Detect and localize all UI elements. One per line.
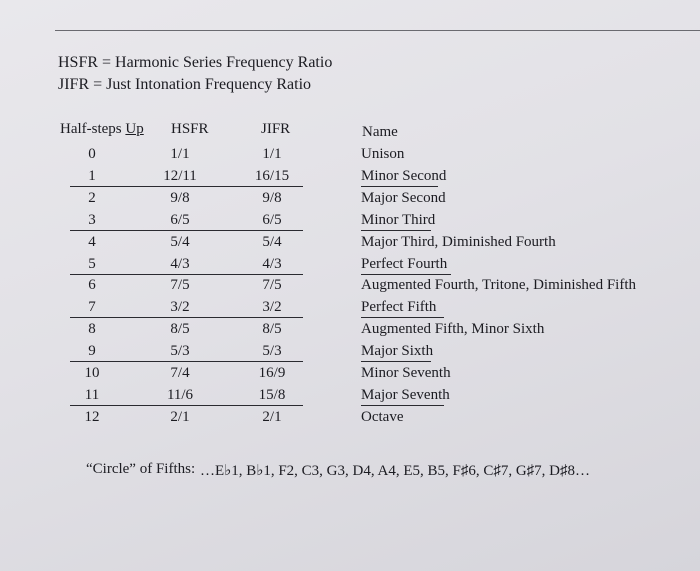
row-steps: 10 (84, 365, 100, 381)
header-jifr: JIFR (261, 121, 291, 137)
row-name: Minor Second (361, 167, 447, 184)
name-underline (361, 361, 431, 362)
row-steps: 7 (88, 299, 96, 316)
row-underline (70, 405, 303, 406)
row-name: Augmented Fifth, Minor Sixth (361, 321, 545, 338)
row-hsfr: 9/8 (170, 189, 190, 206)
row-steps: 8 (88, 321, 96, 338)
row-jifr: 5/4 (262, 233, 282, 250)
row-name: Perfect Fourth (361, 255, 448, 272)
header-name: Name (362, 124, 398, 140)
top-divider (55, 30, 700, 31)
row-name: Octave (361, 408, 404, 425)
row-hsfr: 8/5 (170, 321, 190, 338)
row-hsfr: 11/6 (166, 386, 194, 403)
row-underline (70, 230, 303, 231)
row-steps: 12 (84, 408, 100, 425)
row-name: Major Second (361, 189, 446, 206)
row-name: Major Third, Diminished Fourth (361, 233, 556, 250)
row-steps: 5 (88, 255, 96, 272)
circle-of-fifths-label: “Circle” of Fifths: (86, 461, 196, 477)
row-jifr: 9/8 (262, 189, 282, 206)
row-steps: 9 (88, 343, 96, 360)
row-hsfr: 4/3 (170, 255, 190, 272)
row-jifr: 5/3 (262, 343, 282, 360)
header-hsfr: HSFR (171, 121, 209, 137)
row-underline (70, 317, 303, 318)
row-steps: 0 (88, 146, 96, 162)
definition-hsfr: HSFR = Harmonic Series Frequency Ratio (58, 54, 333, 71)
definitions (58, 52, 332, 96)
row-name: Major Sixth (361, 343, 434, 360)
row-hsfr: 3/2 (170, 299, 190, 316)
row-jifr: 7/5 (262, 277, 282, 294)
name-underline (361, 230, 431, 231)
row-jifr: 8/5 (262, 321, 282, 338)
row-hsfr: 7/5 (170, 277, 190, 294)
row-hsfr: 1/1 (170, 146, 190, 162)
row-name: Unison (361, 146, 405, 162)
row-steps: 6 (88, 277, 96, 294)
name-underline (361, 186, 438, 187)
row-name: Perfect Fifth (361, 299, 437, 316)
row-name: Minor Seventh (361, 365, 451, 381)
row-hsfr: 2/1 (170, 408, 190, 425)
row-hsfr: 5/4 (170, 233, 190, 250)
name-underline (361, 405, 444, 406)
row-name: Augmented Fourth, Tritone, Diminished Fifth (361, 277, 637, 294)
row-name: Minor Third (361, 211, 436, 228)
row-jifr: 6/5 (262, 211, 282, 228)
row-steps: 1 (88, 167, 96, 184)
row-steps: 2 (88, 189, 96, 206)
name-underline (361, 317, 444, 318)
row-hsfr: 6/5 (170, 211, 190, 228)
row-steps: 11 (84, 386, 100, 403)
row-name: Major Seventh (361, 386, 450, 403)
row-jifr: 1/1 (262, 146, 282, 162)
row-steps: 4 (88, 233, 96, 250)
header-half-steps: Half-steps Up (60, 121, 144, 137)
row-hsfr: 12/11 (163, 167, 197, 184)
row-jifr: 16/15 (254, 167, 290, 184)
row-underline (70, 186, 303, 187)
name-underline (361, 274, 451, 275)
row-jifr: 2/1 (262, 408, 282, 425)
row-underline (70, 361, 303, 362)
row-jifr: 4/3 (262, 255, 282, 272)
row-hsfr: 5/3 (170, 343, 190, 360)
row-hsfr: 7/4 (170, 365, 190, 381)
row-jifr: 3/2 (262, 299, 282, 316)
definition-jifr: JIFR = Just Intonation Frequency Ratio (58, 76, 312, 93)
circle-of-fifths-sequence: …E♭1, B♭1, F2, C3, G3, D4, A4, E5, B5, F♯6, C♯7, G♯7, D♯8… (200, 463, 591, 479)
row-jifr: 15/8 (258, 386, 286, 403)
row-jifr: 16/9 (258, 365, 286, 381)
row-steps: 3 (88, 211, 96, 228)
row-underline (70, 274, 303, 275)
